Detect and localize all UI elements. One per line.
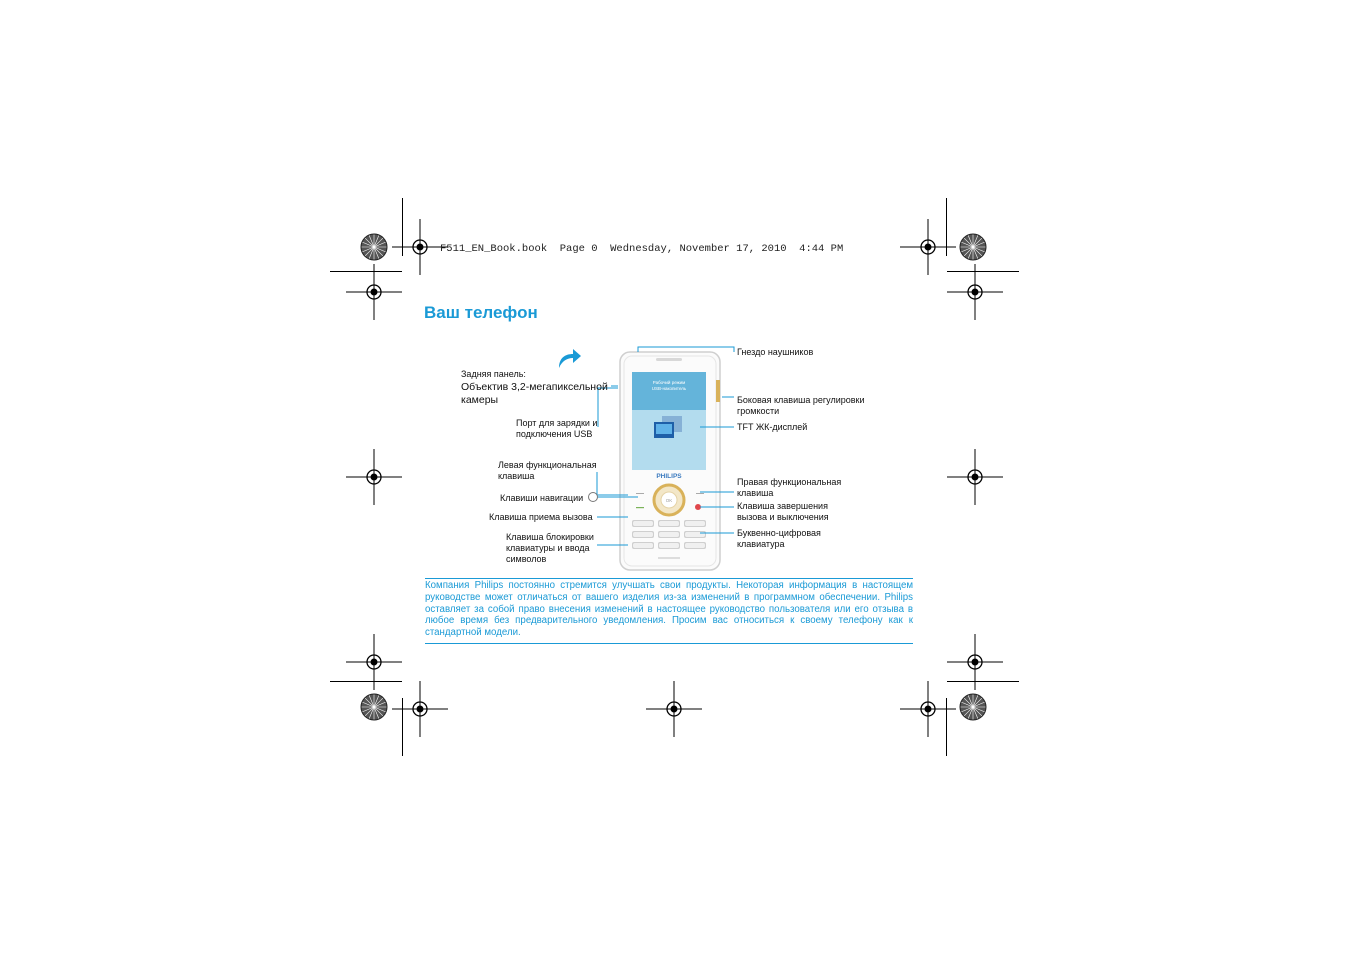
label-nav-keys: Клавиши навигации [500,492,598,504]
label-end-key: Клавиша завершения вызова и выключения [737,501,829,522]
nav-keys-icon [588,492,598,502]
label-alnum-keypad: Буквенно-цифровая клавиатура [737,528,821,549]
disclaimer-top-rule [425,578,913,579]
label-right-softkey: Правая функциональная клавиша [737,477,842,498]
svg-text:OK: OK [665,498,673,503]
label-headset-jack: Гнездо наушников [737,347,814,357]
phone-brand: PHILIPS [656,473,682,480]
screen-text-1: Рабочий режим [652,380,686,385]
label-tft-display: TFT ЖК-дисплей [737,422,808,432]
page-title: Ваш телефон [424,303,538,322]
label-back-panel: Задняя панель: [461,369,526,379]
label-charging-port: Порт для зарядки и подключения USB [516,418,598,439]
label-left-softkey: Левая функциональная клавиша [498,460,597,481]
screen-text-2: USB-накопитель [651,386,687,391]
print-header-line: F511_EN_Book.book Page 0 Wednesday, November 17, 2010 4:44 PM [440,243,844,255]
disclaimer-text: Компания Philips постоянно стремится улучшать свои продукты. Некоторая информация в настоящем руководстве может отличаться от вашего изделия из-за изменений в программном обеспечении. Philips оставляет за собой право внесения изменений в настоящее руководство пользователя или его отзыва в любое время без предварительного уведомления. Просим вас относиться к своему телефону как к стандартной модели. [425,580,913,639]
label-volume-key: Боковая клавиша регулировки громкости [737,395,865,416]
label-call-key: Клавиша приема вызова [489,512,593,522]
label-lock-key: Клавиша блокировки клавиатуры и ввода символов [506,532,594,564]
disclaimer-bottom-rule [425,643,913,644]
label-camera-lens: Объектив 3,2-мегапиксельной камеры [461,381,608,406]
